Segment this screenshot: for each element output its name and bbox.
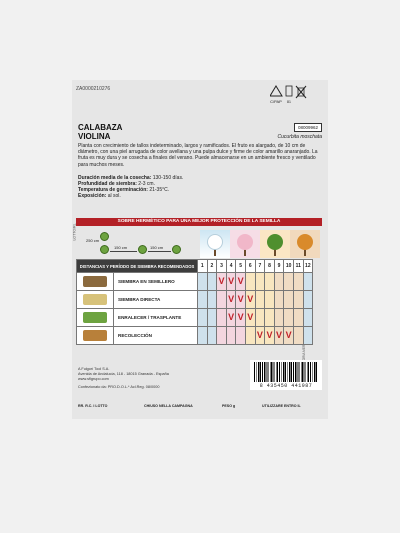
month-cell [207, 327, 217, 345]
activity-picture [77, 273, 114, 291]
month-cell [274, 309, 284, 327]
month-cell [207, 291, 217, 309]
month-check: V [274, 327, 284, 345]
month-check: V [265, 327, 275, 345]
sowing-calendar [76, 259, 313, 345]
activity-picture [77, 327, 114, 345]
month-cell [265, 291, 275, 309]
plant-icon [138, 245, 147, 254]
spacing-line [148, 251, 171, 252]
month-header: 2 [207, 260, 217, 273]
title-line-1: CALABAZA [78, 123, 123, 132]
activity-image [83, 276, 107, 287]
spring-tree-icon [230, 230, 260, 258]
footer-lot: RR. R.C. I LOTTO [78, 404, 108, 408]
month-header: 11 [293, 260, 303, 273]
plant-icon [172, 245, 181, 254]
latin-name: Cucurbita moschata [277, 134, 322, 140]
barcode [250, 360, 322, 390]
calendar-header: DISTANCIAS Y PERÍODO DE SIEMBRA RECOMENDADOS [77, 260, 198, 273]
activity-label: SIEMBRA DIRECTA [114, 291, 198, 309]
svg-text:81: 81 [287, 100, 291, 104]
month-header: 7 [255, 260, 265, 273]
calendar-row [77, 327, 313, 345]
month-header: 10 [284, 260, 294, 273]
month-cell [207, 309, 217, 327]
recycle-icon [270, 84, 310, 106]
month-cell [245, 327, 255, 345]
month-cell [293, 273, 303, 291]
side-lot-text: LOTTO/RL [72, 223, 77, 241]
product-code: ZA0000210276 [76, 86, 111, 92]
month-header: 6 [245, 260, 255, 273]
autumn-tree-icon [290, 230, 320, 258]
month-check: V [226, 273, 236, 291]
activity-picture [77, 291, 114, 309]
product-description: Planta con crecimiento de tallos indeterminado, largos y ramificados. El fruto es alargado, de 10 cm de diámetro, con una piel arrugada de color avellana y una pulpa dulce y firme de color amarillo anaranjado. La fruta es muy dura y se cosecha a finales del verano. Puede almacenarse en un ambiente fresco y ventilado para muchos meses. [78, 143, 318, 168]
month-check: V [217, 273, 227, 291]
month-cell [303, 273, 313, 291]
activity-image [83, 294, 107, 305]
month-header: 8 [265, 260, 275, 273]
month-cell [303, 291, 313, 309]
spec-row: Temperatura de germinación: 21-35°C. [78, 187, 170, 194]
calendar-row [77, 273, 313, 291]
month-check: V [236, 309, 246, 327]
month-cell [284, 309, 294, 327]
month-cell [236, 327, 246, 345]
activity-image [83, 330, 107, 341]
month-cell [198, 291, 208, 309]
month-check: V [245, 309, 255, 327]
seasons-strip [200, 230, 320, 258]
activity-label: SIEMBRA EN SEMILLERO [114, 273, 198, 291]
svg-text:C/PAP: C/PAP [270, 99, 282, 104]
spec-row: Exposición: al sol. [78, 193, 121, 200]
month-cell [198, 309, 208, 327]
calendar-header-row [77, 260, 313, 273]
winter-tree-icon [200, 230, 230, 258]
month-cell [255, 291, 265, 309]
month-cell [245, 273, 255, 291]
spec-row: Duración media de la cosecha: 130-150 días. [78, 175, 184, 181]
month-check: V [284, 327, 294, 345]
month-cell [198, 327, 208, 345]
month-cell [265, 309, 275, 327]
month-cell [217, 309, 227, 327]
barcode-bars [254, 362, 318, 382]
month-cell [303, 327, 313, 345]
plant-icon [100, 232, 109, 241]
month-header: 9 [274, 260, 284, 273]
spec-row: Profundidad de siembra: 2-3 cm. [78, 181, 155, 188]
product-title [78, 123, 122, 141]
plant-spacing-label: 150 cm [114, 245, 128, 250]
company-address: A Fulgorí Tool S.A. Avenida de Andalucía, 118 - 18015 Granada - España www.sflgrupo.com [78, 367, 169, 381]
spacing-diagram [86, 230, 186, 256]
month-check: V [236, 291, 246, 309]
month-cell [217, 291, 227, 309]
footer-weight: PESO g [222, 404, 236, 408]
month-header: 1 [198, 260, 208, 273]
month-cell [293, 291, 303, 309]
month-header: 3 [217, 260, 227, 273]
month-header: 12 [303, 260, 313, 273]
reference-code: 08009962 [294, 123, 322, 132]
footer-expiry: UTILIZZARE ENTRO IL [262, 404, 301, 408]
plant-spacing-label: 150 cm [150, 245, 164, 250]
month-cell [274, 273, 284, 291]
hermetic-banner: SOBRE HERMÉTICO PARA UNA MEJOR PROTECCIÓN DE LA SEMILLA [76, 218, 322, 226]
title-line-2: VIOLINA [78, 132, 111, 141]
footer-closed: CHIUSO NELLA CAMPAGNA [144, 404, 193, 408]
month-cell [303, 309, 313, 327]
plant-icon [100, 245, 109, 254]
month-cell [284, 291, 294, 309]
seed-packet [72, 80, 328, 419]
row-spacing-label: 250 cm [86, 238, 100, 243]
month-cell [255, 273, 265, 291]
month-check: V [226, 309, 236, 327]
barcode-number: 8 435450 441987 [259, 383, 313, 389]
month-header: 5 [236, 260, 246, 273]
month-cell [226, 327, 236, 345]
month-check: V [245, 291, 255, 309]
month-cell [198, 273, 208, 291]
activity-image [83, 312, 107, 323]
spacing-line [110, 251, 137, 252]
month-cell [255, 309, 265, 327]
packed-by: Confezionato da: PRO.D.O.L.* Acl.Reg. 08/0000 [78, 385, 160, 389]
calendar-row [77, 291, 313, 309]
month-cell [265, 273, 275, 291]
calendar-row [77, 309, 313, 327]
month-cell [293, 309, 303, 327]
month-check: V [236, 273, 246, 291]
month-cell [207, 273, 217, 291]
month-cell [217, 327, 227, 345]
month-check: V [255, 327, 265, 345]
activity-label: RECOLECCIÓN [114, 327, 198, 345]
month-cell [293, 327, 303, 345]
month-header: 4 [226, 260, 236, 273]
summer-tree-icon [260, 230, 290, 258]
month-cell [274, 291, 284, 309]
activity-picture [77, 309, 114, 327]
specs-list [78, 175, 278, 199]
month-cell [284, 273, 294, 291]
activity-label: ENRALECER / TRASPLANTE [114, 309, 198, 327]
month-check: V [226, 291, 236, 309]
